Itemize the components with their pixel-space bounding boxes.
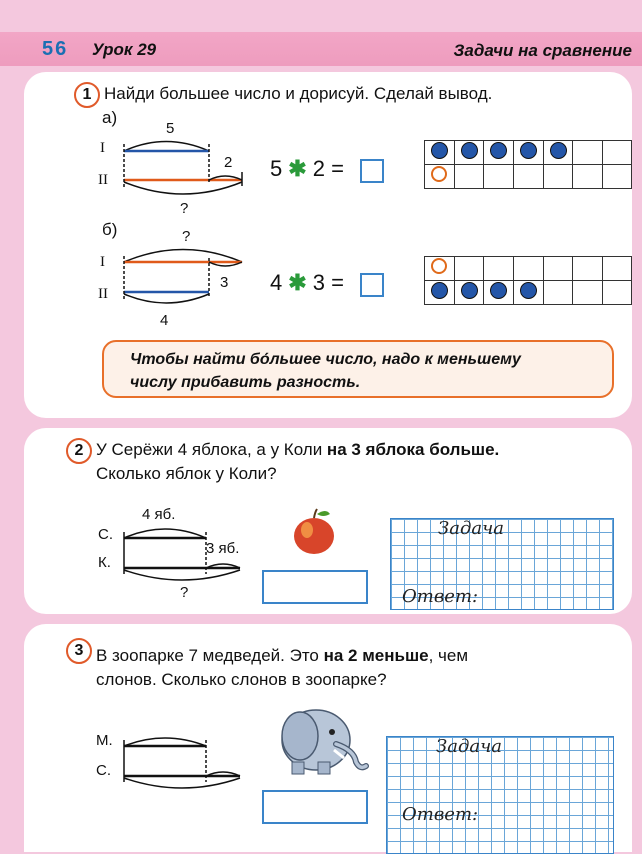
blue-dot <box>490 282 507 299</box>
page-number: 56 <box>42 38 69 60</box>
task2-line-1-start: У Серёжи 4 яблока, а у Коли <box>96 440 327 459</box>
part-b-label: б) <box>102 220 118 239</box>
part-b-answer-box[interactable] <box>360 273 384 297</box>
part-a-row1: I <box>100 140 105 156</box>
rule-box <box>102 340 614 398</box>
lesson-title: Урок 29 <box>92 40 157 59</box>
task3-line-1-bold: на 2 меньше <box>323 646 429 665</box>
eq-b-operator: ✱ <box>288 270 307 295</box>
part-b-bottom-value: 4 <box>160 312 169 329</box>
eq-a-right: 2 <box>312 156 325 181</box>
task1-instruction: Найди большее число и дорисуй. Сделай вывод. <box>104 84 493 103</box>
grid-cell[interactable] <box>573 281 602 305</box>
part-b-counting-grid <box>424 256 632 305</box>
task1-panel <box>24 72 632 418</box>
part-a-diff-value: 2 <box>224 154 233 171</box>
eq-a-equals: = <box>331 156 344 181</box>
task2-line-2: Сколько яблок у Коли? <box>96 464 277 483</box>
task2-row-s: С. <box>98 526 113 543</box>
eq-a-operator: ✱ <box>288 156 307 181</box>
eq-b-right: 3 <box>312 270 325 295</box>
part-b-row1: I <box>100 254 105 270</box>
task2-top-label: 4 яб. <box>142 506 176 523</box>
task2-unknown: ? <box>180 584 189 601</box>
task2-script-answer: Ответ: <box>402 586 479 607</box>
task3-script-task: Задача <box>436 736 503 757</box>
task2-line-1-bold: на 3 яблока больше. <box>326 440 500 459</box>
topic-title: Задачи на сравнение <box>453 41 632 60</box>
task2-number: 2 <box>66 438 92 464</box>
grid-cell[interactable] <box>484 257 514 281</box>
task2-diff-label: 3 яб. <box>206 540 240 557</box>
task3-number: 3 <box>66 638 92 664</box>
rule-line-1: Чтобы найти бо́льшее число, надо к меньшему <box>130 351 521 368</box>
blue-dot <box>520 282 537 299</box>
eq-b-equals: = <box>331 270 344 295</box>
task3-line-1-start: В зоопарке 7 медведей. Это <box>96 646 324 665</box>
orange-circle <box>431 258 447 274</box>
task3-row-m: М. <box>96 732 113 749</box>
grid-cell[interactable] <box>514 257 544 281</box>
part-b-unknown: ? <box>182 228 191 245</box>
part-a-unknown: ? <box>180 200 189 217</box>
part-b-row2: II <box>98 286 108 302</box>
grid-cell[interactable] <box>543 281 572 305</box>
part-a-top-value: 5 <box>166 120 175 137</box>
rule-line-2: числу прибавить разность. <box>130 374 361 391</box>
grid-cell[interactable] <box>543 257 572 281</box>
task3-row-s: С. <box>96 762 111 779</box>
part-a-label: а) <box>102 108 118 127</box>
elephant-icon <box>274 700 370 778</box>
task3-panel <box>24 624 632 852</box>
task3-line-1-end: , чем <box>428 646 469 665</box>
task1-number: 1 <box>74 82 100 108</box>
part-b-equation <box>270 270 344 296</box>
task2-panel <box>24 428 632 614</box>
eq-a-left: 5 <box>270 156 283 181</box>
task3-script-answer: Ответ: <box>402 804 479 825</box>
page-header <box>0 32 642 66</box>
task2-row-k: К. <box>98 554 111 571</box>
apple-icon <box>290 506 340 556</box>
part-a-row2: II <box>98 172 108 188</box>
grid-cell[interactable] <box>602 281 631 305</box>
grid-cell[interactable] <box>573 257 602 281</box>
task2-script-task: Задача <box>438 518 505 539</box>
part-b-diff-value: 3 <box>220 274 229 291</box>
task3-answer-box[interactable] <box>262 790 368 824</box>
task3-line-2: слонов. Сколько слонов в зоопарке? <box>96 670 387 689</box>
blue-dot <box>461 282 478 299</box>
grid-cell[interactable] <box>454 257 484 281</box>
eq-b-left: 4 <box>270 270 283 295</box>
rule-text <box>130 348 610 394</box>
task2-answer-box[interactable] <box>262 570 368 604</box>
grid-cell[interactable] <box>602 257 631 281</box>
blue-dot <box>431 282 448 299</box>
